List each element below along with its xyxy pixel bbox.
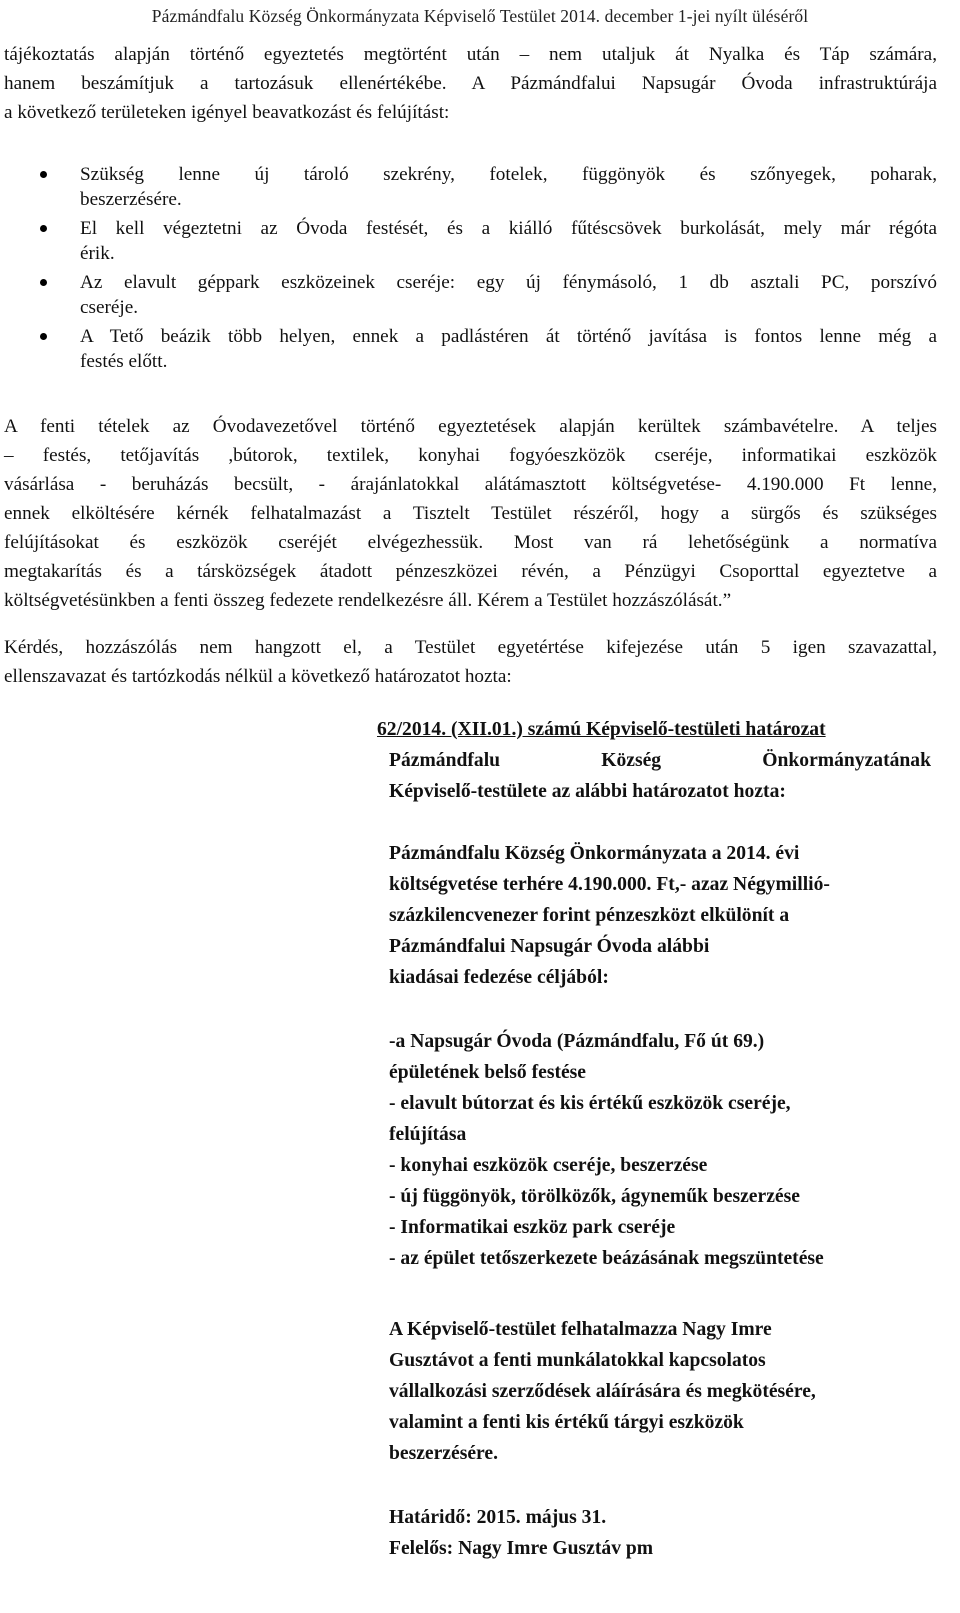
text-line: megtakarítás és a társközségek átadott pénzeszközei révén, a Pénzügyi Csoporttal egyeztetve a: [4, 561, 937, 582]
bullet-text: Szükség lenne új tároló szekrény, fotelek, függönyök és szőnyegek, poharak,: [80, 164, 937, 185]
resolution-subtitle: Képviselő-testülete az alábbi határozatot hozta:: [389, 781, 786, 802]
bullet-list: [4, 160, 937, 376]
item-line: épületének belső festése: [389, 1062, 586, 1083]
authorization-line: beszerzésére.: [389, 1443, 498, 1464]
bullet-item: [4, 322, 937, 376]
text-line: Kérdés, hozzászólás nem hangzott el, a Testület egyetértése kifejezése után 5 igen szavazattal,: [4, 637, 937, 658]
deadline: Határidő: 2015. május 31.: [389, 1507, 607, 1528]
authorization-line: vállalkozási szerződések aláírására és megkötésére,: [389, 1381, 816, 1402]
resolution-authorization: [389, 1314, 931, 1469]
resolution-title-block: [377, 714, 931, 807]
text-line: költségvetésünkben a fenti összeg fedezete rendelkezésre áll. Kérem a Testület hozzászólását.”: [4, 590, 732, 611]
text-line: A fenti tételek az Óvodavezetővel történő egyeztetések alapján kerültek számbavételre. A teljes: [4, 416, 937, 437]
item-line: - Informatikai eszköz park cseréje: [389, 1217, 676, 1238]
authorization-line: Gusztávot a fenti munkálatokkal kapcsolatos: [389, 1350, 766, 1371]
bullet-item: [4, 268, 937, 322]
resolution-title: 62/2014. (XII.01.) számú Képviselő-testületi határozat: [377, 719, 826, 740]
authorization-line: A Képviselő-testület felhatalmazza Nagy Imre: [389, 1319, 772, 1340]
item-line: - az épület tetőszerkezete beázásának megszüntetése: [389, 1248, 824, 1269]
text-line: ennek elköltésére kérnék felhatalmazást a Tisztelt Testület részéről, hogy a sürgős és szükséges: [4, 503, 937, 524]
bullet-text-cont: cseréje.: [80, 297, 139, 318]
vote-paragraph: [4, 633, 937, 691]
text-line: hanem beszámítjuk a tartozásuk ellenértékébe. A Pázmándfalui Napsugár Óvoda infrastruktúrája: [4, 73, 937, 94]
item-line: felújítása: [389, 1124, 467, 1145]
intro-paragraph: [4, 40, 937, 127]
bullet-text-cont: beszerzésére.: [80, 189, 182, 210]
decision-line: százkilencvenezer forint pénzeszközt elkülönít a: [389, 905, 790, 926]
resolution-items: [389, 1026, 931, 1274]
text-line: vásárlása - beruházás becsült, - árajánlatokkal alátámasztott költségvetése- 4.190.000 Ft lenne,: [4, 474, 937, 495]
bullet-text: A Tető beázik több helyen, ennek a padlástéren át történő javítása is fontos lenne még a: [80, 326, 937, 347]
item-line: -a Napsugár Óvoda (Pázmándfalu, Fő út 69.): [389, 1031, 765, 1052]
resolution-decision: [389, 838, 931, 993]
responsible-person: Felelős: Nagy Imre Gusztáv pm: [389, 1538, 654, 1559]
item-line: - új függönyök, törölközők, ágyneműk beszerzése: [389, 1186, 800, 1207]
page-header: Pázmándfalu Község Önkormányzata Képviselő Testület 2014. december 1-jei nyílt üléséről: [151, 6, 809, 26]
bullet-text: Az elavult géppark eszközeinek cseréje: egy új fénymásoló, 1 db asztali PC, porszívó: [80, 272, 937, 293]
resolution-deadline-block: [389, 1502, 931, 1564]
text-line: a következő területeken igényel beavatkozást és felújítást:: [4, 102, 450, 123]
text-line: tájékoztatás alapján történő egyeztetés megtörtént után – nem utaljuk át Nyalka és Táp számára,: [4, 44, 937, 65]
text-line: – festés, tetőjavítás ,bútorok, textilek, konyhai fogyóeszközök cseréje, informatikai eszközök: [4, 445, 937, 466]
bullet-text-cont: érik.: [80, 243, 115, 264]
item-line: - elavult bútorzat és kis értékű eszközök cseréje,: [389, 1093, 791, 1114]
bullet-icon: [40, 171, 47, 178]
explanation-paragraph: [4, 412, 937, 615]
decision-line: kiadásai fedezése céljából:: [389, 967, 609, 988]
decision-line: költségvetése terhére 4.190.000. Ft,- azaz Négymillió-: [389, 874, 830, 895]
item-line: - konyhai eszközök cseréje, beszerzése: [389, 1155, 708, 1176]
bullet-icon: [40, 279, 47, 286]
bullet-item: [4, 214, 937, 268]
resolution-subtitle: Pázmándfalu Község Önkormányzatának: [389, 750, 931, 771]
decision-line: Pázmándfalui Napsugár Óvoda alábbi: [389, 936, 710, 957]
bullet-item: [4, 160, 937, 214]
bullet-text-cont: festés előtt.: [80, 351, 168, 372]
decision-line: Pázmándfalu Község Önkormányzata a 2014. évi: [389, 843, 800, 864]
authorization-line: valamint a fenti kis értékű tárgyi eszközök: [389, 1412, 744, 1433]
bullet-text: El kell végeztetni az Óvoda festését, és a kiálló fűtéscsövek burkolását, mely már régóta: [80, 218, 937, 239]
bullet-icon: [40, 333, 47, 340]
text-line: felújításokat és eszközök cseréjét elvégezhessük. Most van rá lehetőségünk a normatíva: [4, 532, 937, 553]
bullet-icon: [40, 225, 47, 232]
text-line: ellenszavazat és tartózkodás nélkül a következő határozatot hozta:: [4, 666, 512, 687]
